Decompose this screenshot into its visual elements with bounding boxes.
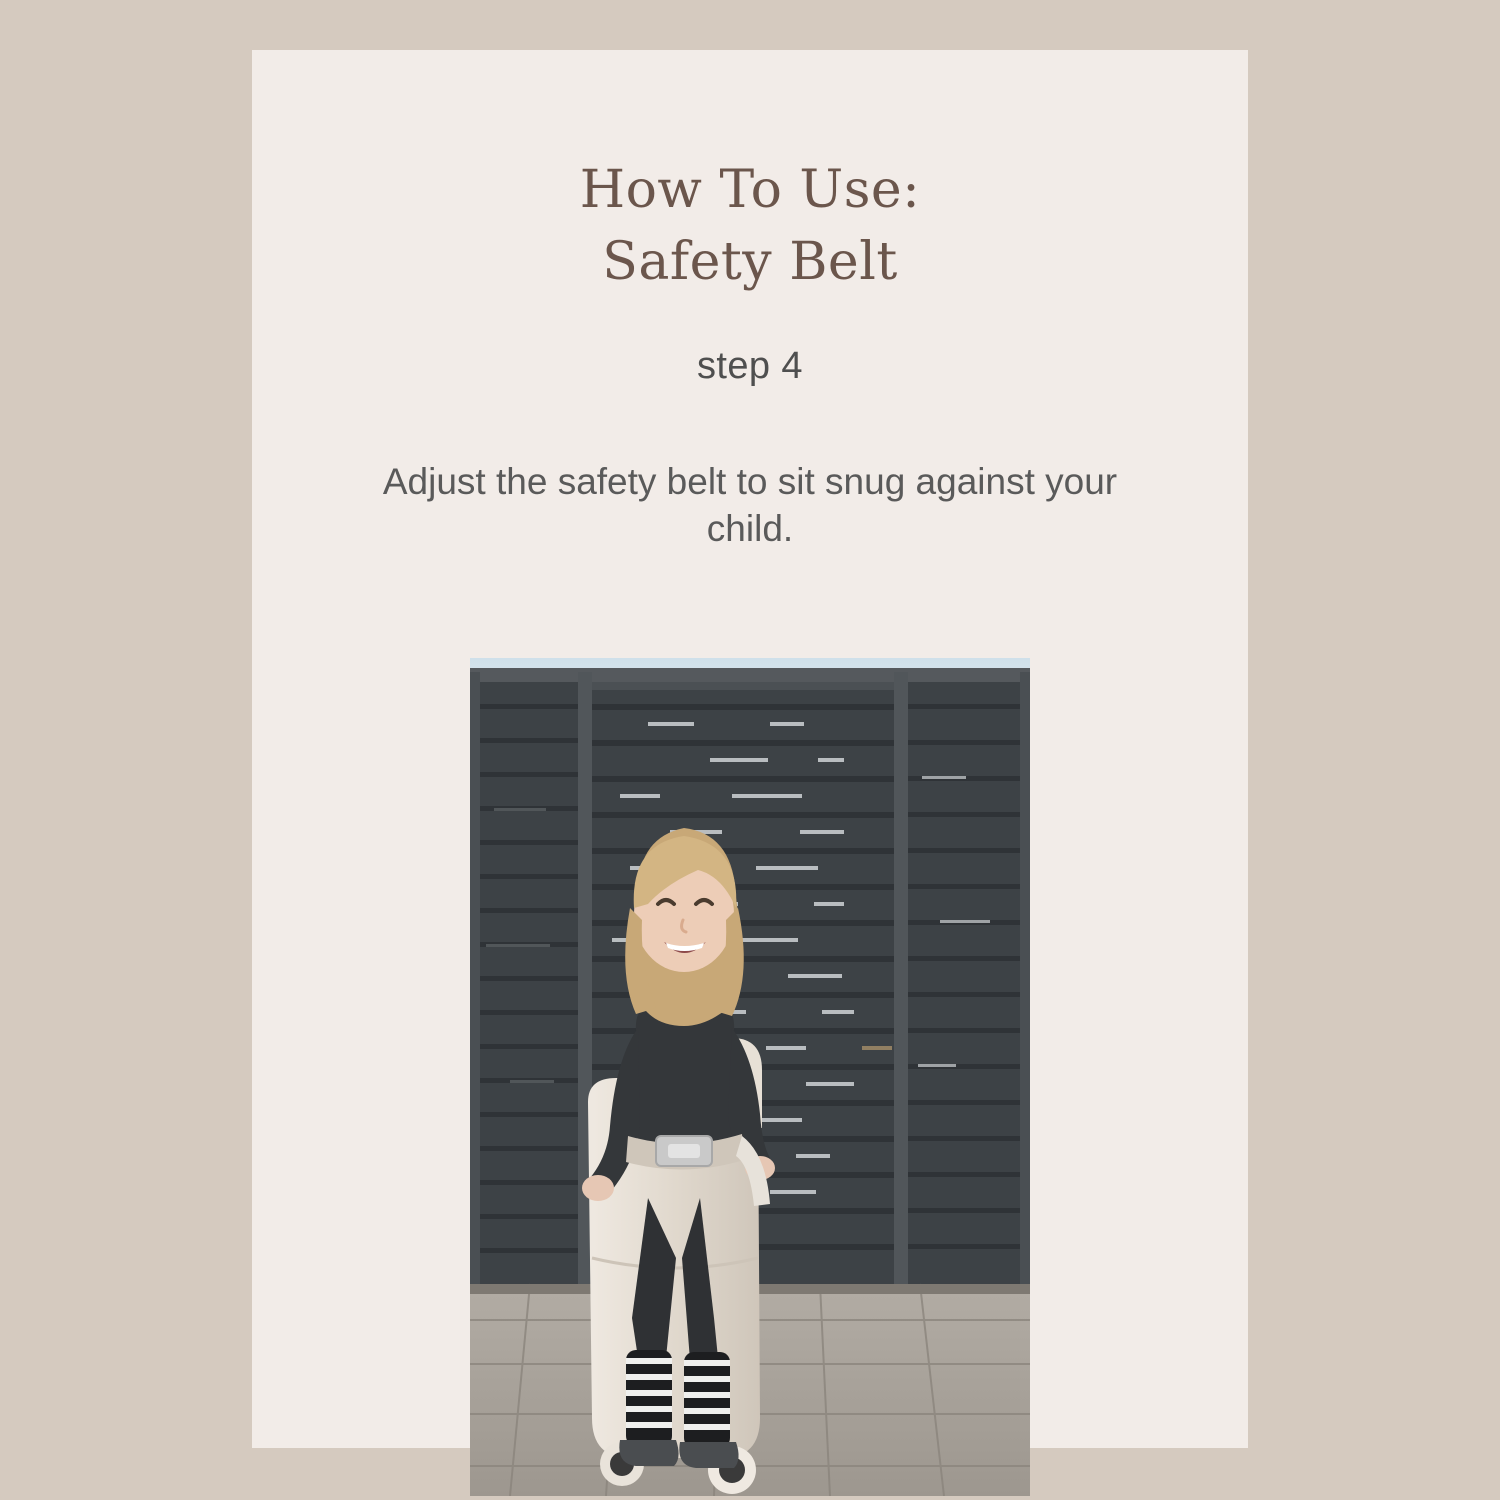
title-line-1: How To Use: [579,160,921,220]
content-card [252,50,1248,1448]
page-title [252,155,1248,299]
frame-border-right [1248,0,1500,1500]
title-line-2: Safety Belt [602,231,898,292]
instruction-photo [470,658,1030,1496]
frame-border-top [252,0,1248,50]
step-label: step 4 [697,345,803,387]
frame-border-left [0,0,252,1500]
instruction-text: Adjust the safety belt to sit snug against your child. [382,461,1118,550]
